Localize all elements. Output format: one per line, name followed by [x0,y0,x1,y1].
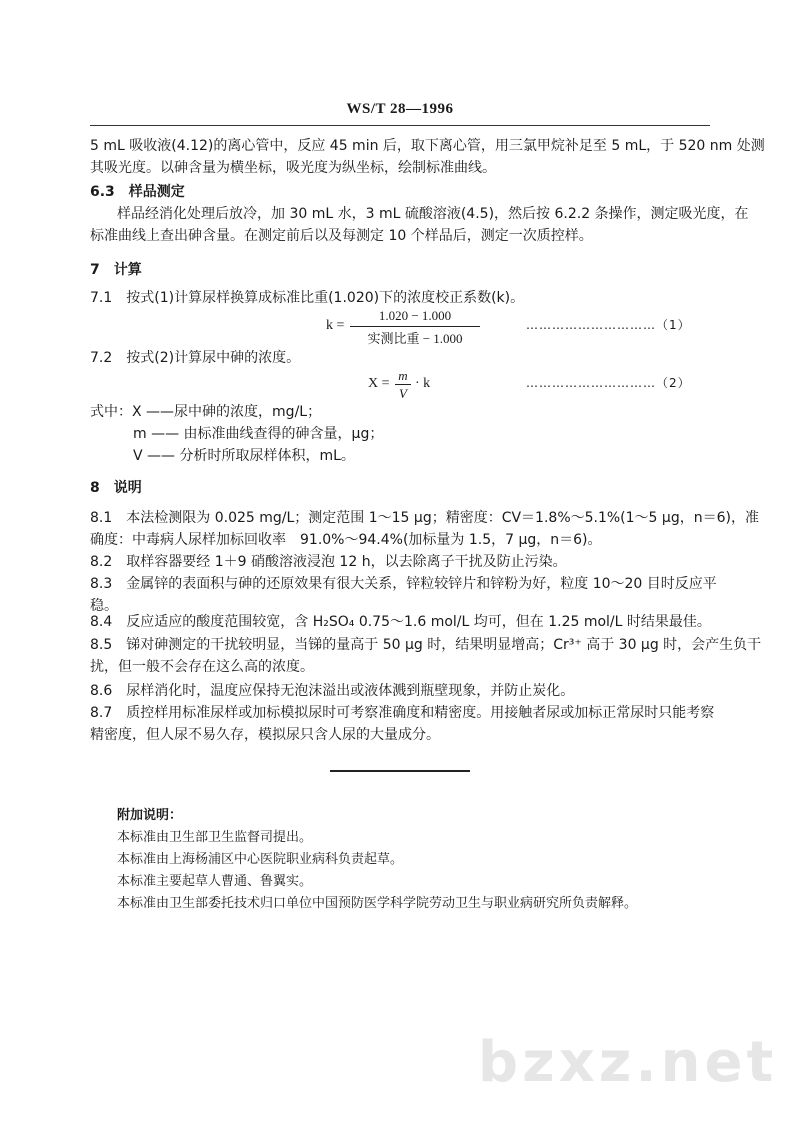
page-header-doc-id: WS/T 28—1996 [346,101,454,117]
section-7-1-text: 7.1 按式(1)计算尿样换算成标准比重(1.020)下的浓度校正系数(k)。 [90,290,525,306]
watermark: bzxz.net [478,1030,778,1095]
equation-1-denominator: 实测比重 − 1.000 [367,331,463,346]
equation-1-number: …………………………（1） [526,318,691,332]
equation-1-numerator: 1.020 − 1.000 [378,308,452,323]
note-8-3-line2: 稳。 [90,598,118,614]
appendix-line4: 本标准由卫生部委托技术归口单位中国预防医学科学院劳动卫生与职业病研究所负责解释。 [117,896,638,911]
note-8-5-line1: 8.5 锑对砷测定的干扰较明显，当锑的量高于 50 μg 时，结果明显增高；Cr³⁺ 高于 30 μg 时，会产生负干 [90,637,762,653]
note-8-1-line2: 确度：中毒病人尿样加标回收率 91.0%～94.4%(加标量为 1.5，7 μg，n＝6)。 [90,532,602,548]
para1-line2: 其吸光度。以砷含量为横坐标，吸光度为纵坐标，绘制标准曲线。 [90,160,496,176]
note-8-7-line1: 8.7 质控样用标准尿样或加标模拟尿时可考察准确度和精密度。用接触者尿或加标正常尿时只能考察 [90,705,715,721]
appendix-title: 附加说明： [117,808,183,823]
where-x: 式中：X ——尿中砷的浓度，mg/L； [90,404,322,420]
appendix-line1: 本标准由卫生部卫生监督司提出。 [117,830,313,845]
section-7-heading: 7 计算 [90,262,142,278]
note-8-4: 8.4 反应适应的酸度范围较宽，含 H₂SO₄ 0.75～1.6 mol/L 均可，但在 1.25 mol/L 时结果最佳。 [90,614,711,630]
section-separator [330,770,470,772]
note-8-6: 8.6 尿样消化时，温度应保持无泡沫溢出或液体溅到瓶壁现象，并防止炭化。 [90,683,575,699]
equation-2-numerator: m [398,368,408,383]
equation-2-denominator: V [399,386,407,401]
equation-1-lhs: k = [326,318,345,333]
note-8-5-line2: 扰，但一般不会存在这么高的浓度。 [90,659,314,675]
section-8-heading: 8 说明 [90,480,142,496]
equation-2-lhs: X = [368,376,390,391]
appendix-line2: 本标准由上海杨浦区中心医院职业病科负责起草。 [117,852,404,867]
section-7-2-text: 7.2 按式(2)计算尿中砷的浓度。 [90,350,301,366]
equation-2-fraction-bar [395,384,411,385]
where-m: m —— 由标准曲线查得的砷含量，μg； [133,426,384,442]
where-v: V —— 分析时所取尿样体积，mL。 [133,448,355,464]
note-8-2: 8.2 取样容器要经 1＋9 硝酸溶液浸泡 12 h，以去除离子干扰及防止污染。 [90,554,567,570]
note-8-1-line1: 8.1 本法检测限为 0.025 mg/L；测定范围 1～15 μg；精密度：CV＝1.8%～5.1%(1～5 μg，n＝6)，准 [90,510,759,526]
note-8-3-line1: 8.3 金属锌的表面积与砷的还原效果有很大关系，锌粒较锌片和锌粉为好，粒度 10～20 目时反应平 [90,576,717,592]
header-rule [90,125,710,126]
equation-2-rhs: · k [415,376,431,391]
para2-line2: 标准曲线上查出砷含量。在测定前后以及每测定 10 个样品后，测定一次质控样。 [90,228,593,244]
para2-line1: 样品经消化处理后放冷，加 30 mL 水，3 mL 硫酸溶液(4.5)，然后按 6.2.2 条操作，测定吸光度，在 [117,206,749,222]
note-8-7-line2: 精密度，但人尿不易久存，模拟尿只含人尿的大量成分。 [90,727,440,743]
equation-1-fraction-bar [350,326,480,327]
para1-line1: 5 mL 吸收液(4.12)的离心管中，反应 45 min 后，取下离心管，用三氯甲烷补足至 5 mL，于 520 nm 处测 [90,138,765,154]
appendix-line3: 本标准主要起草人曹通、鲁翼实。 [117,874,313,889]
equation-2-number: …………………………（2） [526,376,691,390]
section-6-3-heading: 6.3 样品测定 [90,184,185,200]
